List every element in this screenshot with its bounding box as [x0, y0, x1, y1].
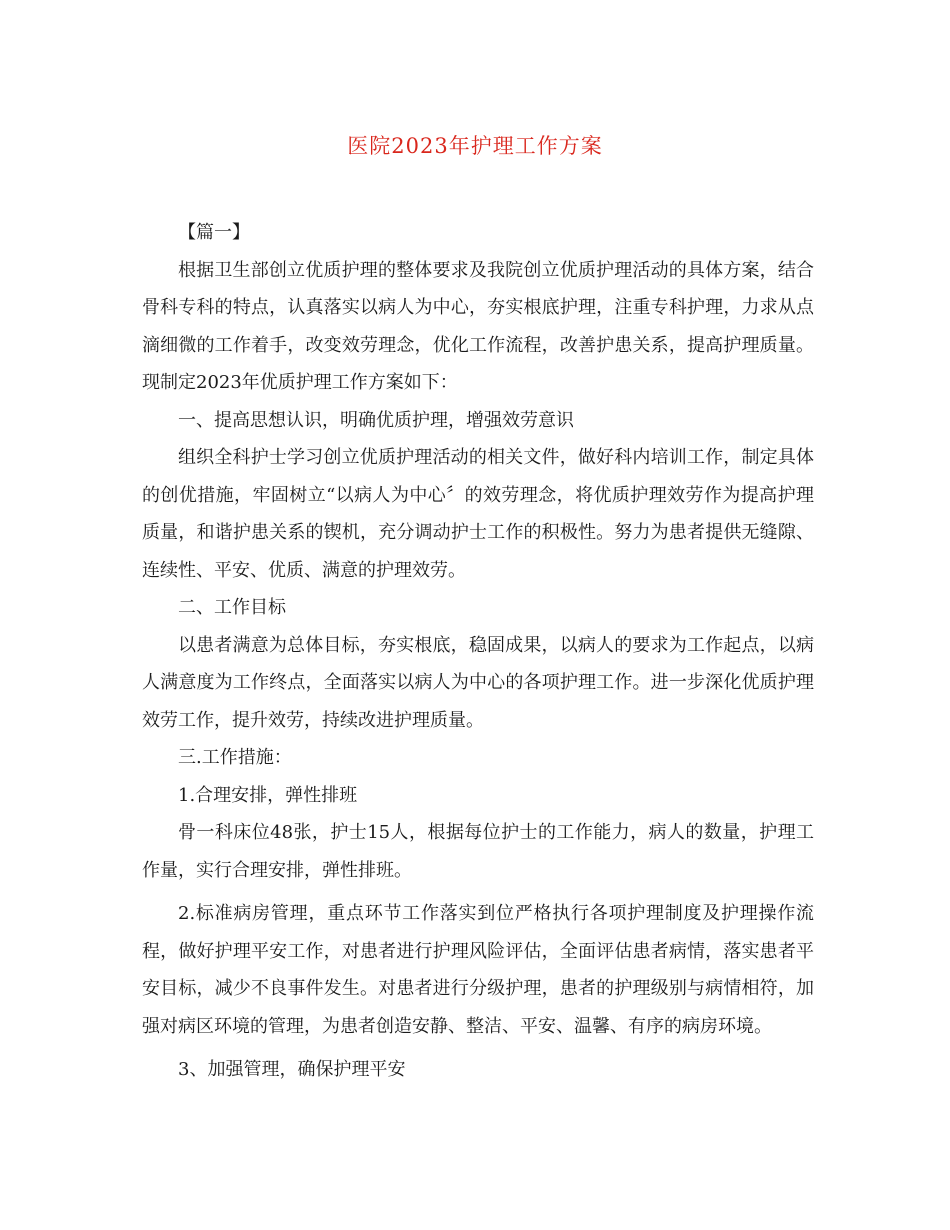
subsection-heading: 一、提高思想认识，明确优质护理，增强效劳意识: [178, 409, 574, 431]
body-paragraph: 根据卫生部创立优质护理的整体要求及我院创立优质护理活动的具体方案，结合骨科专科的特点，认真落实以病人为中心，夯实根底护理，注重专科护理，力求从点滴细微的工作着手，改变效劳理念，优化工作流程，改善护患关系，提高护理质量。现制定2023年优质护理工作方案如下：: [142, 259, 814, 393]
list-item-heading: 3、加强管理，确保护理平安: [178, 1059, 406, 1080]
subsection-heading: 三.工作措施：: [178, 747, 292, 768]
body-paragraph: 2.标准病房管理，重点环节工作落实到位严格执行各项护理制度及护理操作流程，做好护理平安工作，对患者进行护理风险评估，全面评估患者病情，落实患者平安目标，减少不良事件发生。对患者进行分级护理，患者的护理级别与病情相符，加强对病区环境的管理，为患者创造安静、整洁、平安、温馨、有序的病房环境。: [142, 903, 814, 1037]
list-item-heading: 1.合理安排，弹性排班: [178, 784, 358, 806]
document-title: 医院2023年护理工作方案: [347, 134, 603, 158]
body-paragraph: 骨一科床位48张，护士15人，根据每位护士的工作能力，病人的数量，护理工作量，实行合理安排，弹性排班。: [142, 822, 814, 881]
body-paragraph: 以患者满意为总体目标，夯实根底，稳固成果，以病人的要求为工作起点，以病人满意度为工作终点，全面落实以病人为中心的各项护理工作。进一步深化优质护理效劳工作，提升效劳，持续改进护理质量。: [142, 634, 814, 731]
body-paragraph: 组织全科护士学习创立优质护理活动的相关文件，做好科内培训工作，制定具体的创优措施，牢固树立“以病人为中心〞的效劳理念，将优质护理效劳作为提高护理质量，和谐护患关系的锲机，充分调动护士工作的积极性。努力为患者提供无缝隙、连续性、平安、优质、满意的护理效劳。: [142, 447, 814, 581]
document-body: [142, 214, 814, 1089]
section-heading: 【篇一】: [178, 222, 250, 243]
subsection-heading: 二、工作目标: [178, 597, 286, 618]
